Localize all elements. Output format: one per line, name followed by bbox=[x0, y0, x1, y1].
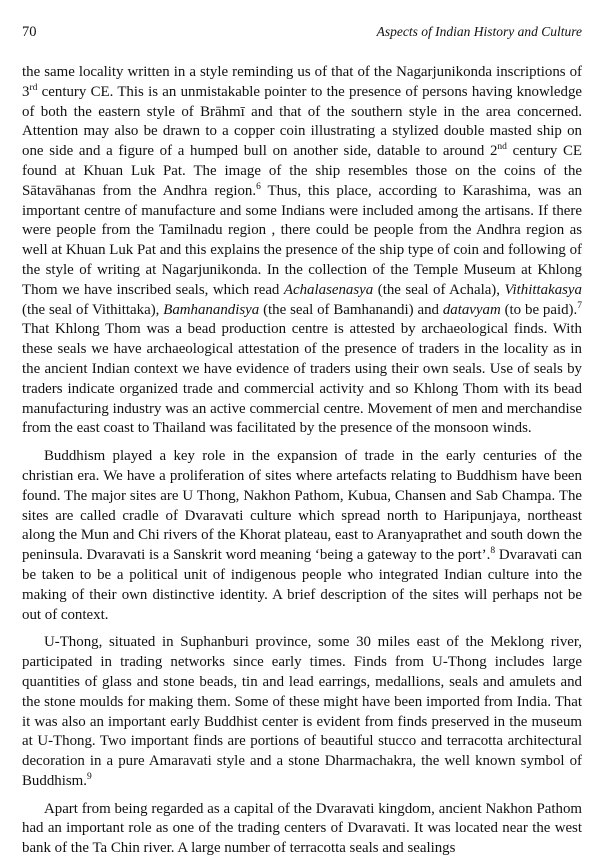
text-run: That Khlong Thom was a bead production centre is attested by archaeological finds. With these seals we have archaeological attestation of the presence of traders in the locality as in the ancient Indian context we have evidence of traders using their own seals. Use of seals by traders indicate organized trade and commercial activity and so Khlong Thom with its bead manufacturing industry was an active commercial centre. Movement of men and merchandise from the east coast to Thailand was facilitated by the presence of the monsoon winds. bbox=[22, 321, 582, 437]
italic-term: Bamhanandisya bbox=[163, 301, 260, 318]
text-run: (the seal of Vithittaka), bbox=[22, 301, 164, 318]
footnote-marker: nd bbox=[497, 142, 507, 153]
running-title: Aspects of Indian History and Culture bbox=[376, 24, 582, 39]
text-run: Thus, this place, according to Karashima, was an important centre of manufacture and some Indians were included among the artisans. If there were people from the Tamilnadu region , there could be people from the Andhra region as well at Khuan Luk Pat and this explains the presence of the ship type of coin and following of the style of writing at Nagarjunikonda. In the collection of the Temple Museum at Khlong Thom we have inscribed seals, which read bbox=[22, 182, 582, 298]
body-text bbox=[22, 63, 582, 859]
footnote-marker: 6 bbox=[256, 181, 261, 192]
footnote-marker: 8 bbox=[490, 546, 496, 557]
paragraph-2 bbox=[22, 447, 582, 625]
book-page bbox=[22, 24, 582, 857]
italic-term: Vithittakasya bbox=[504, 281, 582, 298]
footnote-marker: rd bbox=[29, 82, 38, 93]
text-run: (to be paid). bbox=[500, 301, 578, 318]
text-run: Apart from being regarded as a capital of the Dvaravati kingdom, ancient Nakhon Pathom had an important role as one of the trading centers of Dvaravati. It was located near the west bank of the Ta Chin river. A large number of terracotta seals and sealings bbox=[22, 800, 582, 857]
text-run: (the seal of Achala), bbox=[373, 281, 505, 298]
text-run: U-Thong, situated in Suphanburi province, some 30 miles east of the Meklong river, participated in trading networks since early times. Finds from U-Thong includes large quantities of glass and stone beads, tin and lead earrings, medallions, seals and amulets and the stone moulds for making them. Some of these might have been imported from India. That it was also an important early Buddhist center is evident from finds preserved in the museum at U-Thong. Two important finds are portions of beautiful stucco and terracotta architectural decoration in a pure Amaravati style and a stone Dharmachakra, the well known symbol of Buddhism. bbox=[22, 634, 582, 789]
italic-term: Achalasenasya bbox=[283, 281, 374, 298]
page-number: 70 bbox=[22, 24, 37, 40]
text-run: century CE found at Khuan Luk Pat. The image of the ship resembles those on the coins of the Sātavāhanas from the Andhra region. bbox=[22, 143, 582, 199]
text-run: Dvaravati can be taken to be a political unit of indigenous people who integrated Indian culture into the making of their own distinctive identity. A brief description of the sites will perhaps not be out of context. bbox=[22, 547, 582, 623]
running-header bbox=[22, 24, 582, 46]
paragraph-4 bbox=[22, 800, 582, 859]
italic-term: datavyam bbox=[442, 301, 501, 318]
footnote-marker: 7 bbox=[577, 300, 582, 311]
paragraph-3 bbox=[22, 633, 582, 791]
text-run: (the seal of Bamhanandi) and bbox=[259, 301, 443, 318]
text-run: Buddhism played a key role in the expansion of trade in the early centuries of the christian era. We have a proliferation of sites where artefacts relating to Buddhism have been found. The major sites are U Thong, Nakhon Pathom, Kubua, Chansen and Sab Champa. The sites are called cradle of Dvaravati culture which spread north to Haripunjaya, northeast along the Mun and Chi rivers of the Khorat plateau, east to Aranyaprathet and south down the peninsula. Dvaravati is a Sanskrit word meaning ‘being a gateway to the port’. bbox=[22, 448, 582, 564]
text-run: the same locality written in a style reminding us of that of the Nagarjunikonda inscriptions of 3 bbox=[22, 64, 582, 100]
footnote-marker: 9 bbox=[86, 771, 92, 782]
text-run: century CE. This is an unmistakable pointer to the presence of persons having knowledge of both the eastern style of Brāhmī and that of the southern style in the area concerned. Attention may also be drawn to a copper coin illustrating a stylized double masted ship on one side and a figure of a humped bull on another side, datable to around 2 bbox=[22, 83, 582, 160]
paragraph-1 bbox=[22, 63, 582, 439]
